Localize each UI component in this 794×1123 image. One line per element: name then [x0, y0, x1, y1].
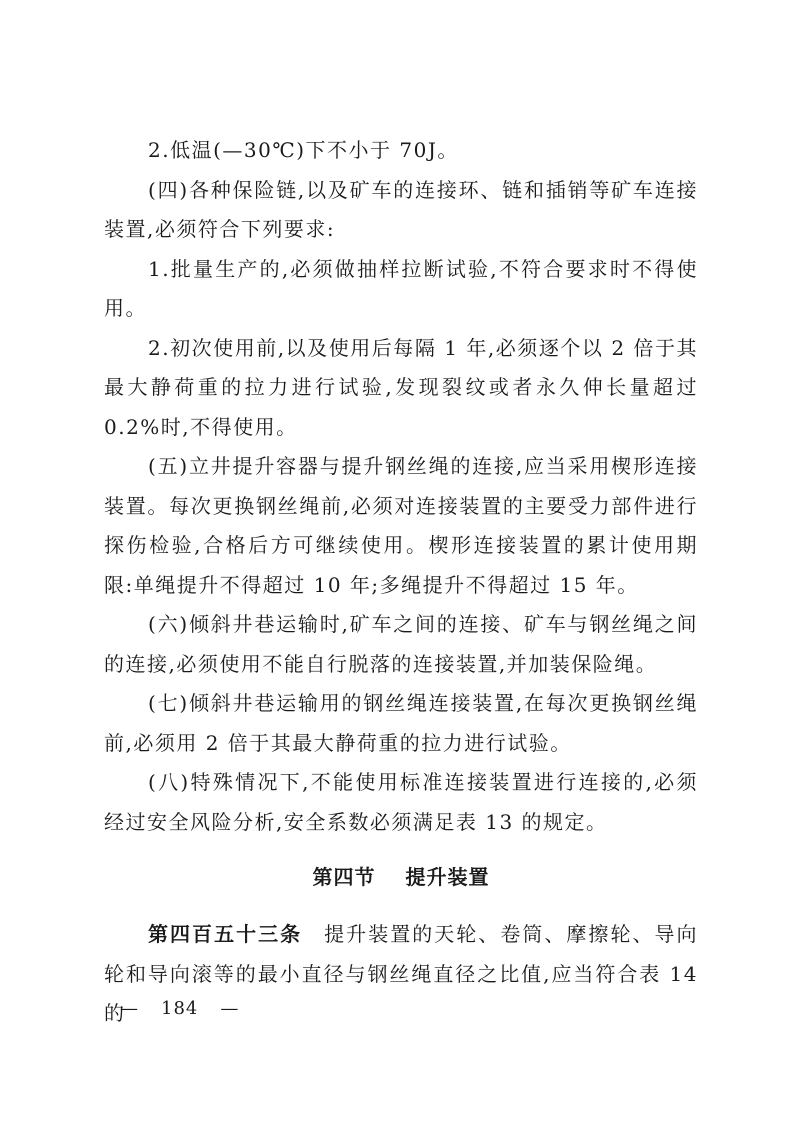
article-text: 提升装置的天轮、卷筒、摩擦轮、导向轮和导向滚等的最小直径与钢丝绳直径之比值,应当符合表 14 的: [104, 922, 699, 1025]
paragraph-safety-chains: (四)各种保险链,以及矿车的连接环、链和插销等矿车连接装置,必须符合下列要求:: [104, 177, 698, 241]
article-number: 第四百五十三条: [148, 922, 303, 946]
paragraph-rope-connection-test: (七)倾斜井巷运输用的钢丝绳连接装置,在每次更换钢丝绳前,必须用 2 倍于其最大静荷重的拉力进行试验。: [104, 691, 698, 755]
footer-dash-right: —: [220, 998, 240, 1019]
page-number: 184: [161, 998, 199, 1019]
paragraph-batch-production: 1.批量生产的,必须做抽样拉断试验,不符合要求时不得使用。: [104, 256, 698, 320]
paragraph-low-temperature: 2.低温(—30℃)下不小于 70J。: [148, 138, 459, 162]
paragraph-special-cases: (八)特殊情况下,不能使用标准连接装置进行连接的,必须经过安全风险分析,安全系数必须满足表 13 的规定。: [104, 770, 698, 834]
document-body: [104, 131, 698, 1034]
paragraph-first-use-test: 2.初次使用前,以及使用后每隔 1 年,必须逐个以 2 倍于其最大静荷重的拉力进行试验,发现裂纹或者永久伸长量超过 0.2%时,不得使用。: [104, 335, 698, 439]
section-number: 第四节: [312, 865, 376, 889]
paragraph-wedge-connection: (五)立井提升容器与提升钢丝绳的连接,应当采用楔形连接装置。每次更换钢丝绳前,必须对连接装置的主要受力部件进行探伤检验,合格后方可继续使用。楔形连接装置的累计使用期限:单绳提升不得超过 10 年;多绳提升不得超过 15 年。: [104, 454, 698, 597]
paragraph-inclined-shaft-transport: (六)倾斜井巷运输时,矿车之间的连接、矿车与钢丝绳之间的连接,必须使用不能自行脱落的连接装置,并加装保险绳。: [104, 612, 698, 676]
page-footer: [120, 998, 239, 1019]
footer-dash-left: —: [120, 998, 139, 1019]
section-title: 提升装置: [405, 865, 490, 889]
section-heading: [104, 858, 698, 897]
